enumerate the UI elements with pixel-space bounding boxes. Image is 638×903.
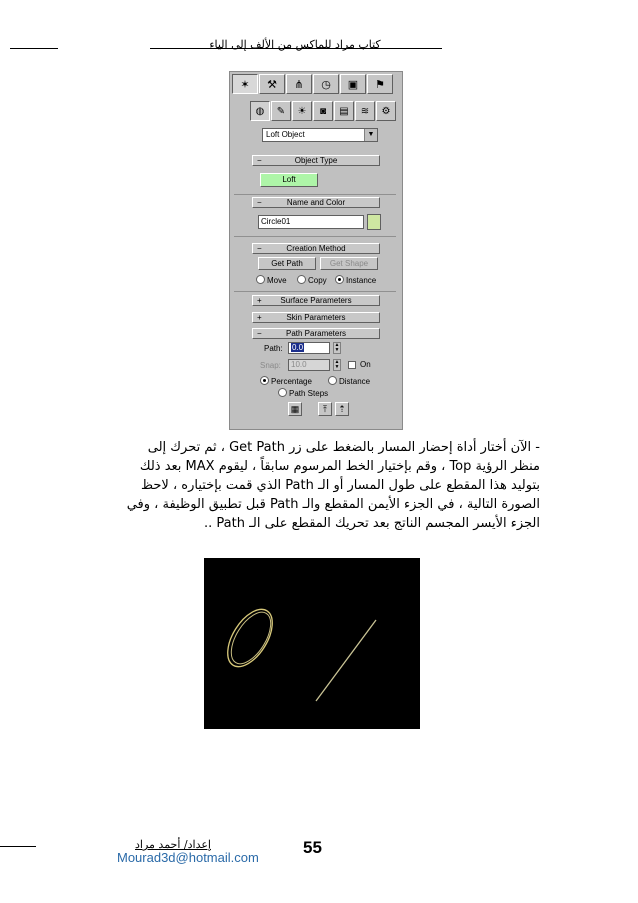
radio-label: Copy [308, 276, 327, 285]
rollout-surface-parameters[interactable] [252, 295, 380, 306]
rollout-title: Name and Color [286, 198, 346, 207]
rollout-title: Skin Parameters [286, 313, 346, 322]
path-spinner[interactable]: ▲ ▼ [334, 342, 340, 353]
path-value: 0.0 [292, 343, 304, 352]
pick-shape-icon[interactable]: ▦ [288, 402, 302, 416]
path-value-field[interactable] [288, 342, 330, 354]
rollout-toggle: + [257, 313, 262, 322]
cameras-icon[interactable]: ◙ [313, 101, 333, 121]
snap-value-field[interactable]: 10.0 [288, 359, 330, 371]
snap-on-label: On [360, 360, 371, 369]
category-dropdown[interactable] [262, 128, 378, 142]
lights-icon[interactable]: ☀ [292, 101, 312, 121]
panel-tab-row [232, 74, 398, 96]
command-panel [229, 71, 403, 430]
helpers-icon[interactable]: ▤ [334, 101, 354, 121]
object-name-field[interactable]: Circle01 [258, 215, 364, 229]
radio-dot-selected [335, 275, 344, 284]
geometry-icon[interactable]: ◍ [250, 101, 270, 121]
lofted-ellipse [219, 602, 282, 674]
display-icon[interactable]: ▣ [340, 74, 366, 94]
modify-icon[interactable]: ⚒ [259, 74, 285, 94]
utilities-icon[interactable]: ⚑ [367, 74, 393, 94]
radio-dot [297, 275, 306, 284]
radio-percentage[interactable] [260, 376, 312, 387]
loft-button[interactable]: Loft [260, 173, 318, 187]
rollout-toggle: − [257, 156, 262, 165]
snap-label: Snap: [260, 361, 281, 370]
header-rule-left [10, 48, 58, 49]
snap-spinner[interactable]: ▲ ▼ [334, 359, 340, 370]
instruction-paragraph [100, 438, 540, 533]
get-shape-button[interactable]: Get Shape [320, 257, 378, 270]
radio-label: Move [267, 276, 287, 285]
radio-dot [256, 275, 265, 284]
radio-instance[interactable] [335, 275, 376, 286]
rollout-skin-parameters[interactable] [252, 312, 380, 323]
divider [234, 236, 396, 237]
footer-email[interactable]: Mourad3d@hotmail.com [117, 850, 259, 865]
radio-label: Instance [346, 276, 377, 285]
radio-label: Percentage [271, 377, 312, 386]
rollout-title: Creation Method [286, 244, 346, 253]
rollout-creation-method[interactable] [252, 243, 380, 254]
systems-icon[interactable]: ⚙ [376, 101, 396, 121]
rollout-name-and-color[interactable] [252, 197, 380, 208]
path-line [316, 620, 376, 701]
paragraph-line: الصورة التالية ، في الجزء الأيمن المقطع والـ Path قبل تطبيق الوظيفة ، وفي [126, 497, 540, 512]
paragraph-line: بتوليد هذا المقطع على طول المسار أو الـ Path الذي قمت بإختياره ، لاحظ [141, 478, 540, 493]
radio-copy[interactable] [297, 275, 327, 286]
radio-distance[interactable] [328, 376, 370, 387]
divider [234, 194, 396, 195]
rollout-title: Object Type [294, 156, 338, 165]
rollout-title: Surface Parameters [280, 296, 352, 305]
radio-dot [328, 376, 337, 385]
radio-label: Distance [339, 377, 371, 386]
panel-subtab-row [250, 101, 396, 123]
create-icon[interactable]: ✶ [232, 74, 258, 94]
next-shape-icon[interactable]: ⇡ [335, 402, 349, 416]
radio-path-steps[interactable] [278, 388, 328, 399]
dropdown-arrow-icon: ▼ [364, 129, 377, 141]
category-dropdown-value: Loft Object [266, 130, 305, 139]
footer-author: إعداد/ أحمد مراد [135, 838, 211, 851]
snap-on-checkbox[interactable] [348, 361, 356, 369]
path-label: Path: [264, 344, 283, 353]
rollout-title: Path Parameters [285, 329, 347, 338]
paragraph-line: - الآن أختار أداة إحضار المسار بالضغط على زر Get Path ، ثم تحرك إلى [147, 440, 540, 455]
rollout-toggle: − [257, 244, 262, 253]
rollout-toggle: + [257, 296, 262, 305]
footer-rule-left [0, 846, 36, 847]
viewport-screenshot [204, 558, 420, 729]
rollout-path-parameters[interactable] [252, 328, 380, 339]
object-color-swatch[interactable] [367, 214, 381, 230]
header-title: كتاب مراد للماكس من الألف إلى الياء [209, 38, 381, 51]
rollout-toggle: − [257, 198, 262, 207]
radio-dot [278, 388, 287, 397]
page-number: 55 [303, 838, 322, 857]
paragraph-line: منظر الرؤية Top ، وقم بإختيار الخط المرسوم سابقاً ، ليقوم MAX بعد ذلك [139, 459, 540, 474]
motion-icon[interactable]: ◷ [313, 74, 339, 94]
previous-shape-icon[interactable]: ⤒ [318, 402, 332, 416]
viewport-drawing [204, 558, 420, 729]
hierarchy-icon[interactable]: ⋔ [286, 74, 312, 94]
rollout-toggle: − [257, 329, 262, 338]
radio-move[interactable] [256, 275, 287, 286]
radio-dot-selected [260, 376, 269, 385]
rollout-object-type[interactable] [252, 155, 380, 166]
radio-label: Path Steps [289, 389, 329, 398]
shapes-icon[interactable]: ✎ [271, 101, 291, 121]
paragraph-line: الجزء الأيسر المجسم الناتج بعد تحريك المقطع على الـ Path .. [203, 516, 540, 531]
get-path-button[interactable]: Get Path [258, 257, 316, 270]
divider [234, 291, 396, 292]
spacewarps-icon[interactable]: ≋ [355, 101, 375, 121]
